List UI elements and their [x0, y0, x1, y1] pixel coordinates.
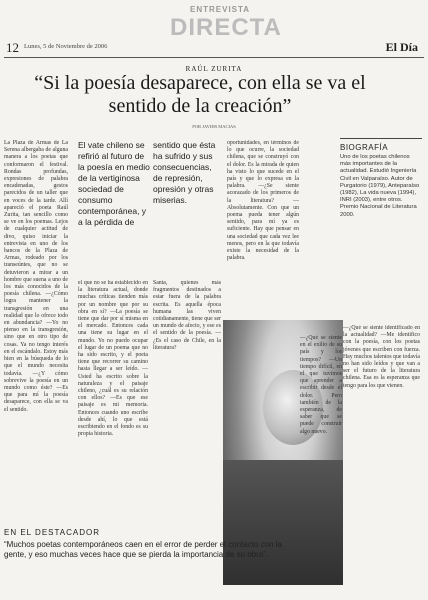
body-text: el que no se ha establecido en la literatura actual, donde muchas críticas tienden más por un nombre que por su obra en sí? —La poesía se tiene que dar por sí misma en el mercado. Entonces cada una tiene su lugar en el mundo. Yo no puedo ocupar el lugar de un poema que no ha sido escrito, y el poeta tiene que recorrer su camino hasta llegar a ser leído. —Usted ha escrito sobre la naturaleza y el paisaje chileno, ¿cuál es su relación con ellos? —Es que ese paisaje es mi memoria. Entonces cuando uno escribe desde ahí, lo que está escribiendo en el fondo es su propia historia. [78, 280, 148, 438]
page-number: 12 [6, 40, 19, 55]
article-headline: “Si la poesía desaparece, con ella se va el sentido de la creación” [34, 72, 366, 117]
header-rule [4, 57, 424, 58]
body-text: —¿Qué se siente identificado en la actualidad? —Me identifico con la poesía, con los poetas jóvenes que escriben con fuerza. Hay muchos talentos que todavía no han sido leídos y que van a ser el futuro de la literatura chilena. Esa es la esperanza que tengo para los que vienen. [343, 325, 420, 389]
dateline: Lunes, 5 de Noviembre de 2006 [24, 43, 108, 50]
lead-paragraph-left: El vate chileno se refirió al futuro de la poesía en medio de la vertiginosa sociedad de consumo contemporánea, y a la pérdida de [78, 140, 150, 227]
body-text: —¿Qué se siente en el exilio de su país y los tiempos? —Un tiempo difícil, en el que tuvimos que aprender a escribir desde el dolor. Pero también de la esperanza, de saber que se puede construir algo nuevo. [300, 335, 342, 435]
sidebar-title: BIOGRAFÍA [340, 143, 389, 152]
pull-quote-label: EN EL DESTACADOR [4, 528, 101, 537]
pull-quote-text: “Muchos poetas contemporáneos caen en el error de perder el contacto con la gente, y eso muchas veces hace que se pierda la importancia de su obra”. [4, 540, 282, 559]
article-author: RAÚL ZURITA [185, 65, 243, 73]
section-title: DIRECTA [170, 14, 282, 41]
lead-paragraph-right: sentido que ésta ha sufrido y sus consecuencias, de represión, opresión y otras miserias. [153, 140, 216, 205]
body-column-2 [78, 280, 148, 565]
body-text: La Plaza de Armas de La Serena albergaba de alguna manera a los poetas que conformaron el festival. Rondas profundas, expresiones de palabra encadenadas, gestos parecidos de un taller que en voces de la tarde. Allí apareció el poeta Raúl Zurita, tan sencillo como se ve en los poemas. Lejos de cualquier actitud de divo, quiso iniciar la entrevista en uno de los bancos de la Plaza de Armas, rodeado por los transeúntes, que no se detuvieron a mirar a un hombre que suena a uno de los más conocidos de la poesía chilena. —¿Cómo logra mantener la transgresión en una realidad que lo ofrece todo en abundancia? —Yo no pienso en la transgresión, sino que en otro tipo de cosas. Ya no tengo interés en el escándalo. Estoy más bien en la búsqueda de lo que el mundo necesita todavía. —¿Y cómo sobrevive la poesía en un mundo como éste? —Es que para mí la poesía desaparece, con ella se va el sentido. [4, 140, 68, 413]
body-column-5 [300, 335, 342, 575]
pull-quote-box [0, 528, 300, 600]
body-column-6 [343, 325, 420, 585]
body-text: oportunidades, en términos de lo que ocurre, la sociedad chilena, que se construyó con el dolor. Es la mirada de quien ha visto lo que sucede en el país y que lo expresa en la palabra. —¿Se siente acorazado de los primeros de la literatura? —Absolutamente. Con que un poema pueda tener algún sentido, para mí ya es suficiente. Hay que pensar en una sociedad que cada vez lee menos, pero en la que todavía existe la necesidad de la palabra. [227, 140, 299, 262]
article-byline: POR JAVIER MACIAS [192, 124, 236, 129]
body-text: Santa, quienes más fragmentos destinados a estar fuera de la palabra escrita. Es aquella época humana las viven cotidianamente, tiene que ser un mundo de afecto, y ese es el sentido de la poesía. —¿Es el caso de Chile, en la literatura? [153, 280, 221, 351]
sidebar-text: Uno de los poetas chilenos más importantes de la actualidad. Estudió Ingeniería Civil en Valparaíso. Autor de Purgatorio (1979), Anteparaíso (1982), La vida nueva (1994), INRI (2003), entre otros. Premio Nacional de Literatura 2000. [340, 154, 420, 218]
section-label: ENTREVISTA [190, 5, 251, 14]
newspaper-name: El Día [385, 40, 418, 54]
body-column-4 [227, 140, 299, 340]
body-column-1 [4, 140, 68, 530]
page-header [0, 0, 428, 60]
body-column-3 [153, 280, 221, 390]
biography-sidebar [340, 138, 422, 319]
